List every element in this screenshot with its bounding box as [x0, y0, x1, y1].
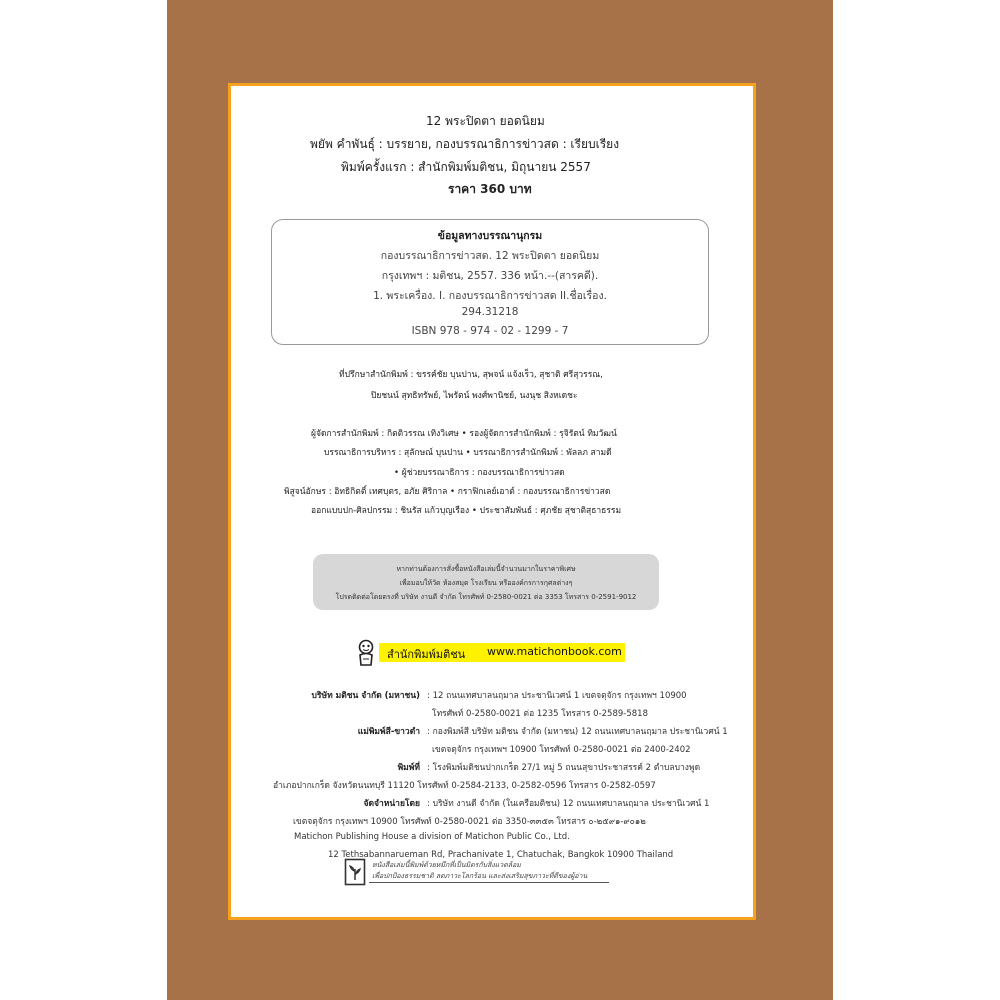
eco-divider: [369, 882, 609, 883]
book-title: 12 พระปิดตา ยอดนิยม: [426, 114, 545, 128]
catalog-line: 1. พระเครื่อง. I. กองบรรณาธิการข่าวสด II.ชื่อเรื่อง.: [373, 290, 607, 302]
address-label: พิมพ์ที่: [397, 763, 420, 773]
address-line: โทรศัพท์ 0-2580-0021 ต่อ 1235 โทรสาร 0-2589-5818: [432, 709, 648, 719]
staff-line: พิสูจน์อักษร : อิทธิกิตติ์ เทศบุตร, อภัย ศิริกาล • กราฟิกเลย์เอาต์ : กองบรรณาธิการข่าวสด: [284, 487, 611, 497]
cataloging-data-box: [271, 219, 709, 345]
address-line: : บริษัท งานดี จำกัด (ในเครือมติชน) 12 ถนนเทศบาลนฤมาล ประชานิเวศน์ 1: [427, 799, 710, 809]
staff-line: ออกแบบปก-ศิลปกรรม : ชินรัส แก้วบุญเรือง • ประชาสัมพันธ์ : ศุภชัย สุชาติสุธาธรรม: [311, 506, 622, 516]
address-line: : กองพิมพ์สี บริษัท มติชน จำกัด (มหาชน) 12 ถนนเทศบาลนฤมาล ประชานิเวศน์ 1: [427, 727, 728, 737]
staff-line: • ผู้ช่วยบรรณาธิการ : กองบรรณาธิการข่าวสด: [394, 468, 565, 478]
eco-note-line: เพื่อปกป้องธรรมชาติ ลดภาวะโลกร้อน และส่งเสริมสุขภาวะที่ดีของผู้อ่าน: [372, 872, 588, 880]
address-line: เขตจตุจักร กรุงเทพฯ 10900 โทรศัพท์ 0-2580-0021 ต่อ 2400-2402: [432, 745, 691, 755]
publisher-name: สำนักพิมพ์มติชน: [387, 648, 466, 661]
staff-line: ผู้จัดการสำนักพิมพ์ : กิตติวรรณ เทิงวิเศษ • รองผู้จัดการสำนักพิมพ์ : รุจิรัตน์ ทิมวัฒน์: [311, 429, 617, 439]
publisher-url[interactable]: www.matichonbook.com: [487, 645, 622, 658]
staff-line: บรรณาธิการบริหาร : สุลักษณ์ บุนปาน • บรรณาธิการสำนักพิมพ์ : พัลลภ สามดี: [324, 448, 612, 458]
author-credit: พยัพ คำพันธุ์ : บรรยาย, กองบรรณาธิการข่าวสด : เรียบเรียง: [310, 137, 620, 151]
catalog-classification: 294.31218: [461, 306, 519, 318]
address-label: บริษัท มติชน จำกัด (มหาชน): [311, 691, 420, 701]
recycled-paper-icon: [344, 858, 366, 886]
copyright-page: [228, 83, 756, 920]
publisher-bar: [379, 643, 625, 662]
notice-line: หากท่านต้องการสั่งซื้อหนังสือเล่มนี้จำนวนมากในราคาพิเศษ: [396, 565, 576, 573]
catalog-title: ข้อมูลทางบรรณานุกรม: [437, 230, 543, 242]
english-publisher-line: Matichon Publishing House a division of Matichon Public Co., Ltd.: [294, 832, 570, 842]
isbn: ISBN 978 - 974 - 02 - 1299 - 7: [411, 325, 569, 337]
address-line: : โรงพิมพ์มติชนปากเกร็ด 27/1 หมู่ 5 ถนนสุขาประชาสรรค์ 2 ตำบลบางพูด: [427, 763, 701, 773]
notice-line: โปรดติดต่อโดยตรงที่ บริษัท งานดี จำกัด โทรศัพท์ 0-2580-0021 ต่อ 3353 โทรสาร 0-2591-9012: [335, 593, 637, 601]
catalog-line: กองบรรณาธิการข่าวสด. 12 พระปิดตา ยอดนิยม: [380, 250, 600, 262]
address-line: อำเภอปากเกร็ด จังหวัดนนทบุรี 11120 โทรศัพท์ 0-2584-2133, 0-2582-0596 โทรสาร 0-2582-0597: [273, 781, 656, 791]
notice-line: เพื่อมอบให้วัด ห้องสมุด โรงเรียน หรือองค์กรการกุศลต่างๆ: [399, 579, 573, 587]
address-line: เขตจตุจักร กรุงเทพฯ 10900 โทรศัพท์ 0-2580-0021 ต่อ 3350-๓๓๕๓ โทรสาร ๐-๒๕๙๑-๙๐๑๒: [293, 817, 646, 827]
address-label: จัดจำหน่ายโดย: [363, 799, 420, 809]
catalog-line: กรุงเทพฯ : มติชน, 2557. 336 หน้า.--(สารคดี).: [381, 270, 599, 282]
eco-note-line: หนังสือเล่มนี้พิมพ์ด้วยหมึกที่เป็นมิตรกับสิ่งแวดล้อม: [372, 861, 521, 869]
address-label: แม่พิมพ์สี-ขาวดำ: [357, 727, 420, 737]
address-line: : 12 ถนนเทศบาลนฤมาล ประชานิเวศน์ 1 เขตจตุจักร กรุงเทพฯ 10900: [427, 691, 687, 701]
bulk-order-notice: [313, 554, 659, 610]
staff-line: ที่ปรึกษาสำนักพิมพ์ : ขรรค์ชัย บุนปาน, สุพจน์ แจ้งเร็ว, สุชาติ ศรีสุวรรณ,: [339, 370, 603, 380]
first-print-info: พิมพ์ครั้งแรก : สำนักพิมพ์มติชน, มิถุนายน 2557: [341, 160, 591, 174]
english-address-line: 12 Tethsabannarueman Rd, Prachanivate 1, Chatuchak, Bangkok 10900 Thailand: [328, 850, 674, 860]
staff-line: ปิยชนน์ สุทธิทรัพย์, ไพรัตน์ พงศ์พานิชย์, นงนุช สิงหเดชะ: [371, 391, 578, 401]
matichon-mascot-icon: [354, 639, 378, 667]
price: ราคา 360 บาท: [448, 182, 532, 196]
